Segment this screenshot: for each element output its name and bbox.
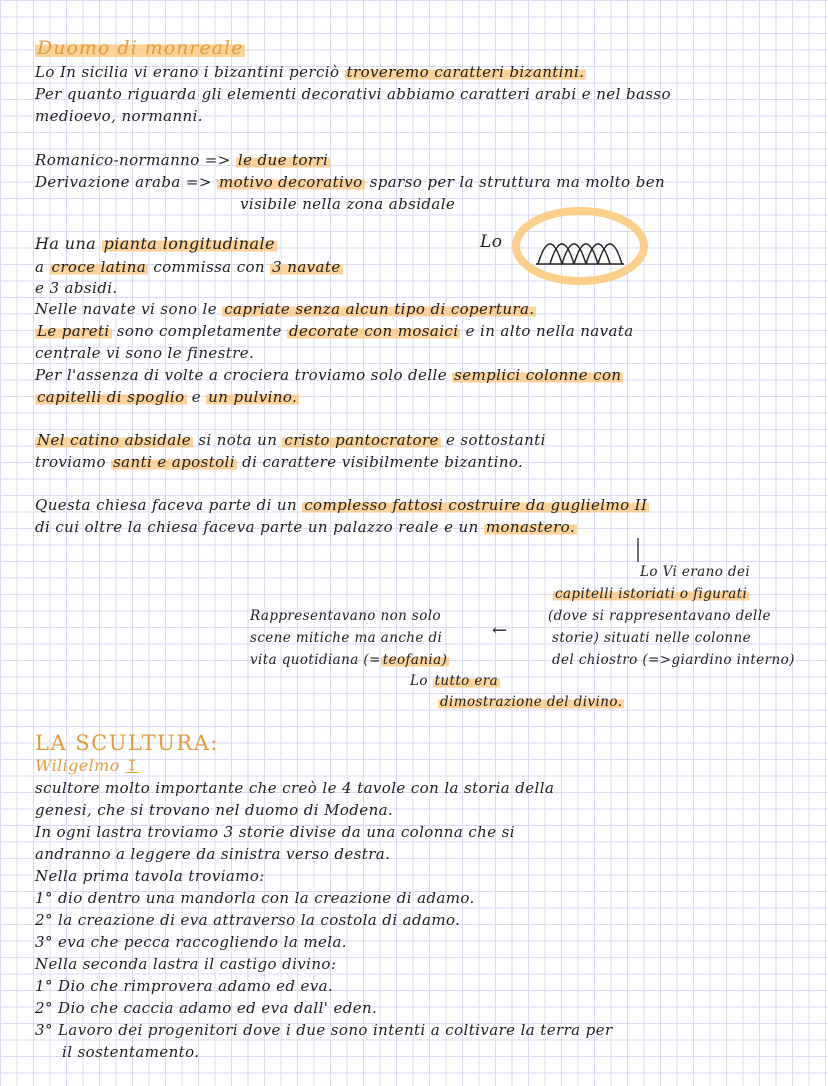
- highlight: capriate senza alcun tipo di copertura.: [224, 300, 535, 318]
- text: di carattere visibilmente bizantino.: [242, 453, 524, 471]
- text: commissa con: [153, 258, 265, 276]
- derivazione-line-2: visibile nella zona absidale: [240, 195, 456, 213]
- highlight: le due torri: [237, 151, 329, 169]
- highlight: troveremo caratteri bizantini.: [346, 63, 585, 81]
- sketch-arrow: Lo: [480, 232, 503, 252]
- page-title-text: Duomo di monreale: [37, 37, 244, 59]
- pianta-line-1: [35, 234, 277, 254]
- highlight: Nel catino absidale: [37, 431, 192, 449]
- branch-right-1: Lo Vi erano dei: [640, 564, 751, 580]
- pianta-line-8: [35, 387, 299, 407]
- highlight: semplici colonne con: [454, 366, 622, 384]
- scultura-line-8: 3° eva che pecca raccogliendo la mela.: [35, 933, 347, 951]
- scultura-line-10: 1° Dio che rimprovera adamo ed eva.: [35, 977, 334, 995]
- complesso-line-2: [35, 517, 577, 537]
- interlaced-arches-sketch: [510, 206, 650, 286]
- text: Derivazione araba =>: [35, 173, 212, 191]
- pianta-line-3: e 3 absidi.: [35, 279, 118, 297]
- text: Questa chiesa faceva parte di un: [35, 496, 298, 514]
- scultura-line-13: il sostentamento.: [62, 1043, 200, 1061]
- branch-right-2: [553, 584, 749, 604]
- highlight-ellipse: [516, 211, 644, 281]
- page-title: [35, 38, 245, 58]
- branch-right-5: del chiostro (=>giardino interno): [552, 652, 795, 668]
- text: Lo In sicilia vi erano i bizantini perciò: [35, 63, 340, 81]
- text: Ha una: [35, 234, 97, 253]
- scultura-line-4: andranno a leggere da sinistra verso destra.: [35, 845, 391, 863]
- highlight: decorate con mosaici: [288, 322, 459, 340]
- scultura-line-1: scultore molto importante che creò le 4 tavole con la storia della: [35, 779, 555, 797]
- complesso-line-1: [35, 495, 649, 515]
- catino-line-1: [35, 430, 546, 450]
- branch-arrow: ←: [492, 620, 508, 641]
- text: Per l'assenza di volte a crociera troviamo solo delle: [35, 366, 447, 384]
- romanico-line: [35, 150, 330, 170]
- intro-line-1: [35, 62, 586, 82]
- intro-line-3: medioevo, normanni.: [35, 107, 203, 125]
- branch-conclusion-1: [410, 671, 500, 691]
- derivazione-line: [35, 172, 665, 192]
- highlight: cristo pantocratore: [284, 431, 439, 449]
- pianta-line-2: [35, 257, 343, 277]
- scultura-line-5: Nella prima tavola troviamo:: [35, 867, 265, 885]
- highlight: teofania): [382, 652, 448, 668]
- intro-line-2: Per quanto riguarda gli elementi decorativi abbiamo caratteri arabi e nel basso: [35, 85, 671, 103]
- text: vita quotidiana (=: [250, 652, 381, 668]
- branch-right-3: (dove si rappresentavano delle: [548, 608, 771, 624]
- text: troviamo: [35, 453, 106, 471]
- highlight: un pulvino.: [208, 388, 298, 406]
- text: e sottostanti: [445, 431, 546, 449]
- highlight: tutto era: [434, 673, 499, 689]
- highlight: capitelli di spoglio: [37, 388, 185, 406]
- branch-mid-3: [250, 650, 449, 670]
- section-title-scultura: LA SCULTURA:: [35, 731, 219, 755]
- scultura-line-3: In ogni lastra troviamo 3 storie divise da una colonna che si: [35, 823, 515, 841]
- pianta-line-6: centrale vi sono le finestre.: [35, 344, 255, 362]
- scultura-line-12: 3° Lavoro dei progenitori dove i due sono intenti a coltivare la terra per: [35, 1021, 613, 1039]
- highlight: monastero.: [485, 518, 575, 536]
- text: Nelle navate vi sono le: [35, 300, 218, 318]
- text: e: [191, 388, 201, 406]
- scultura-line-6: 1° dio dentro una mandorla con la creazione di adamo.: [35, 889, 475, 907]
- pianta-line-5: [35, 321, 634, 341]
- branch-mid-2: scene mitiche ma anche di: [250, 630, 443, 646]
- text: si nota un: [198, 431, 278, 449]
- branch-conclusion-2: [438, 692, 624, 712]
- scultura-line-9: Nella seconda lastra il castigo divino:: [35, 955, 337, 973]
- pianta-line-4: [35, 299, 536, 319]
- highlight: santi e apostoli: [113, 453, 235, 471]
- text: a: [35, 258, 45, 276]
- text: sono completamente: [116, 322, 282, 340]
- highlight: capitelli istoriati o figurati: [555, 586, 748, 602]
- text: sparso per la struttura ma molto ben: [369, 173, 666, 191]
- scultura-line-2: genesi, che si trovano nel duomo di Modena.: [35, 801, 394, 819]
- scultura-line-11: 2° Dio che caccia adamo ed eva dall' eden.: [35, 999, 378, 1017]
- text: di cui oltre la chiesa faceva parte un palazzo reale e un: [35, 518, 479, 536]
- text: Lo: [410, 673, 428, 689]
- highlight: Le pareti: [37, 322, 110, 340]
- highlight: motivo decorativo: [219, 173, 363, 191]
- highlight: dimostrazione del divino.: [440, 694, 623, 710]
- highlight: complesso fattosi costruire da guglielmo II: [304, 496, 648, 514]
- highlight: croce latina: [51, 258, 147, 276]
- branch-mid-1: Rappresentavano non solo: [250, 608, 442, 624]
- highlight: pianta longitudinale: [103, 234, 275, 253]
- highlight: 3 navate: [272, 258, 341, 276]
- branch-right-4: storie) situati nelle colonne: [552, 630, 751, 646]
- text: Romanico-normanno =>: [35, 151, 231, 169]
- subtitle-wiligelmo: [35, 756, 139, 776]
- scultura-line-7: 2° la creazione di eva attraverso la costola di adamo.: [35, 911, 461, 929]
- text: Wiligelmo: [35, 756, 120, 775]
- text: e in alto nella navata: [465, 322, 634, 340]
- arrow-down-icon: ↧: [125, 756, 140, 775]
- arches: [536, 244, 624, 264]
- pianta-line-7: [35, 365, 623, 385]
- catino-line-2: [35, 452, 523, 472]
